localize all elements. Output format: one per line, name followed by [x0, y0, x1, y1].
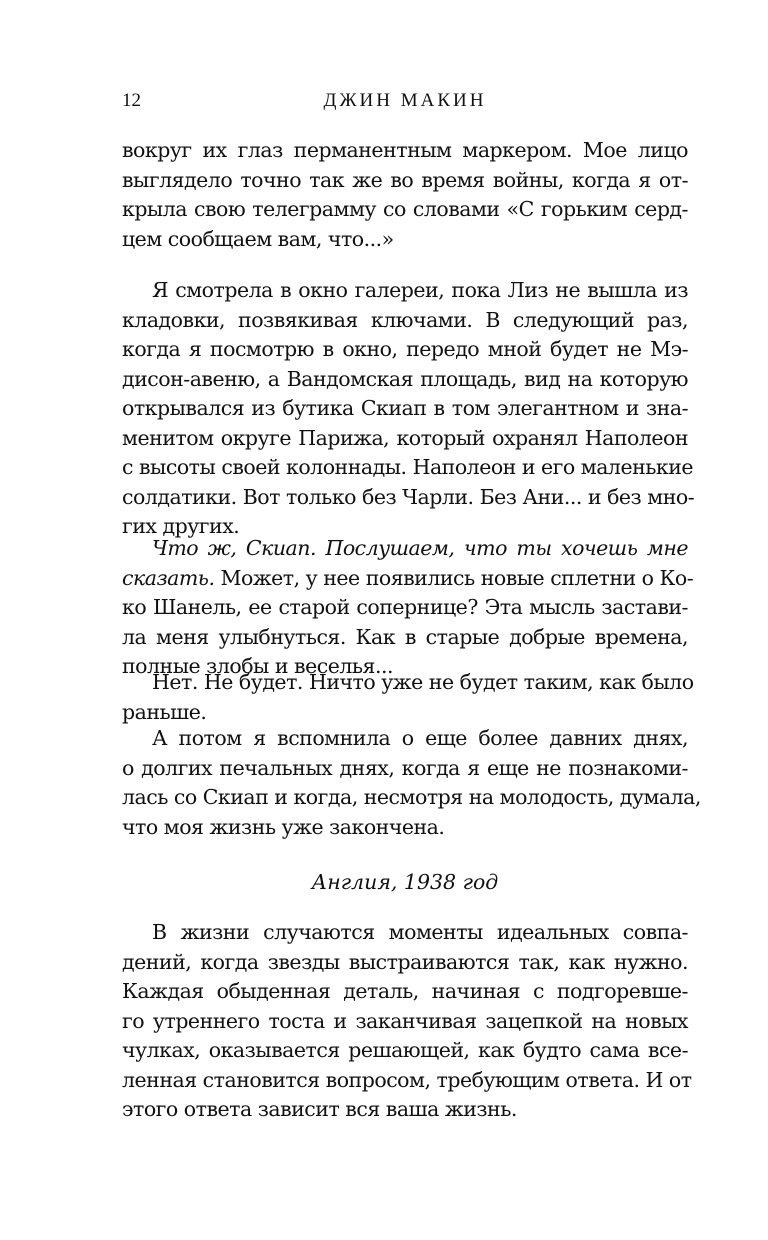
author-name: ДЖИН МАКИН: [323, 90, 487, 111]
text-line: А потом я вспомнила о еще более давних днях,: [152, 726, 688, 750]
text-line: лась со Скиап и когда, несмотря на молодость, думала,: [122, 785, 701, 809]
text-line: крыла свою телеграмму со словами «С горьким серд-: [122, 197, 688, 221]
text-line: Я смотрела в окно галереи, пока Лиз не вышла из: [152, 278, 688, 302]
text-line: кладовки, позвякивая ключами. В следующий раз,: [122, 307, 688, 332]
text-line: раньше.: [122, 699, 207, 724]
text-line: го утреннего тоста и заканчивая зацепкой на новых: [122, 1008, 688, 1033]
text-line: что моя жизнь уже закончена.: [122, 814, 445, 839]
text-line: когда я посмотрю в окно, передо мной будет не Мэ-: [122, 337, 688, 361]
text-line: Нет. Не будет. Ничто уже не будет таким, как было: [152, 670, 694, 694]
paragraph-1: [122, 136, 688, 254]
text-line: дисон-авеню, а Вандомская площадь, вид на которую: [122, 366, 688, 391]
text-line: вокруг их глаз перманентным маркером. Мое лицо: [122, 138, 688, 162]
text-line: полные злобы и веселья...: [122, 654, 394, 678]
text-line: Каждая обыденная деталь, начиная с подгоревше-: [122, 979, 688, 1003]
text-line-mixed: [122, 564, 694, 594]
text-line: менитом округе Парижа, который охранял Наполеон: [122, 425, 688, 450]
text-line-italic: Что ж, Скиап. Послушаем, что ты хочешь мне: [152, 536, 688, 560]
page-number: 12: [122, 90, 141, 111]
paragraph-4: [122, 668, 694, 727]
text-line: чулках, оказывается решающей, как будто сама все-: [122, 1038, 688, 1062]
text-line: В жизни случаются моменты идеальных совпа-: [152, 920, 688, 944]
section-heading: Англия, 1938 год: [311, 870, 499, 894]
text-line: ла меня улыбнуться. Как в старые добрые времена,: [122, 624, 688, 649]
text-line: выглядело точно так же во время войны, когда я от-: [122, 167, 688, 192]
paragraph-2: [122, 276, 695, 542]
text-line: открывался из бутика Скиап в том элегантном и зна-: [122, 396, 688, 420]
text-line: о долгих печальных днях, когда я еще не познакоми-: [122, 755, 688, 780]
text-line: ленная становится вопросом, требующим ответа. И от: [122, 1067, 692, 1092]
text-line: цем сообщаем вам, что...»: [122, 226, 394, 251]
text-line: дений, когда звезды выстраиваются так, как нужно.: [122, 949, 688, 974]
text-line: солдатики. Вот только без Чарли. Без Ани... и без мно-: [122, 484, 695, 509]
text-fragment: Может, у нее появились новые сплетни о Ко-: [214, 565, 694, 590]
text-line: ко Шанель, ее старой сопернице? Эта мысль застави-: [122, 595, 688, 619]
text-line: гих других.: [122, 514, 240, 538]
running-head: [122, 84, 688, 118]
text-line: с высоты своей колоннады. Наполеон и его маленькие: [122, 455, 694, 479]
paragraph-5: [122, 724, 701, 842]
section-paragraph: [122, 918, 692, 1125]
italic-fragment: сказать.: [122, 565, 215, 590]
text-line: этого ответа зависит вся ваша жизнь.: [122, 1097, 517, 1121]
